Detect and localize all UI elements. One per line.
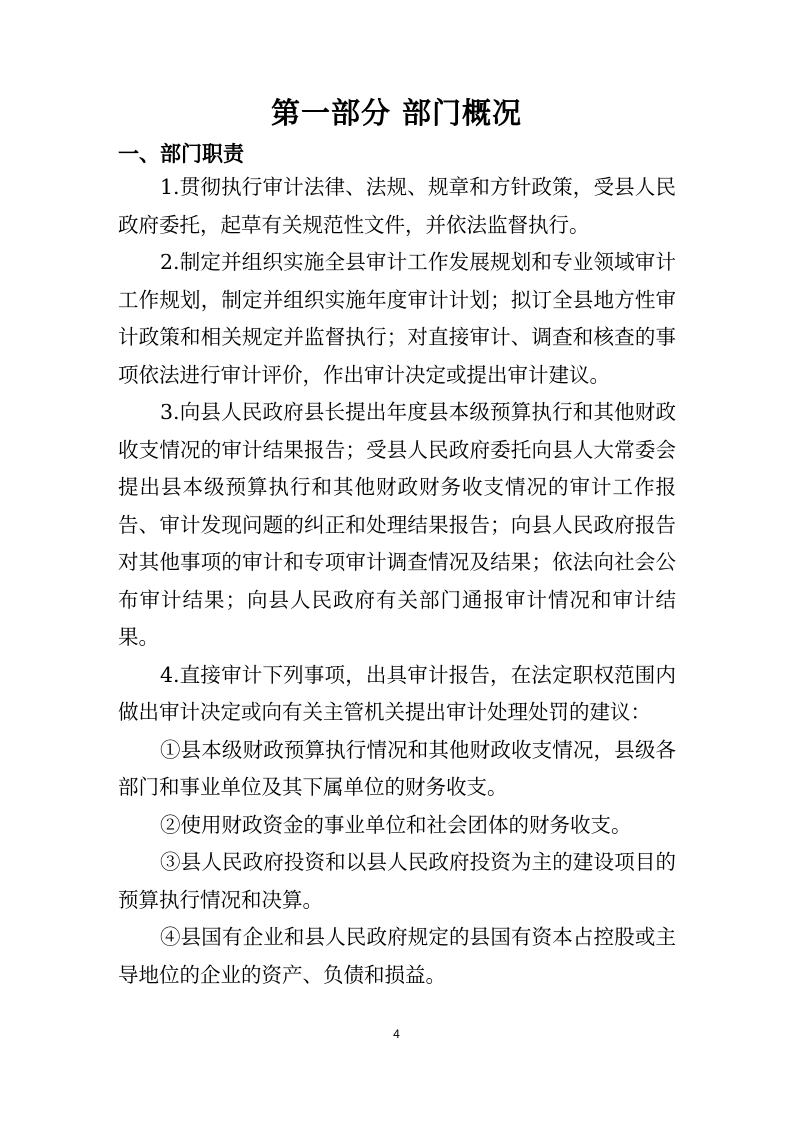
- paragraph-4-item-1: ①县本级财政预算执行情况和其他财政收支情况，县级各部门和事业单位及其下属单位的财务收支。: [118, 737, 676, 799]
- paragraph-4-item-4: ④县国有企业和县人民政府规定的县国有资本占控股或主导地位的企业的资产、负债和损益。: [118, 925, 676, 987]
- paragraph-1: 1.贯彻执行审计法律、法规、规章和方针政策，受县人民政府委托，起草有关规范性文件，并依法监督执行。: [118, 175, 676, 237]
- paragraph-4-item-2: ②使用财政资金的事业单位和社会团体的财务收支。: [160, 812, 632, 837]
- paragraph-3: 3.向县人民政府县长提出年度县本级预算执行和其他财政收支情况的审计结果报告；受县人民政府委托向县人大常委会提出县本级预算执行和其他财政财务收支情况的审计工作报告、审计发现问题的纠正和处理结果报告；向县人民政府报告对其他事项的审计和专项审计调查情况及结果；依法向社会公布审计结果；向县人民政府有关部门通报审计情况和审计结果。: [118, 400, 676, 649]
- paragraph-4: 4.直接审计下列事项，出具审计报告，在法定职权范围内做出审计决定或向有关主管机关提出审计处理处罚的建议：: [118, 662, 676, 724]
- section-heading: 一、部门职责: [118, 142, 244, 166]
- page-number: 4: [393, 1027, 400, 1041]
- paragraph-2: 2.制定并组织实施全县审计工作发展规划和专业领域审计工作规划，制定并组织实施年度审计计划；拟订全县地方性审计政策和相关规定并监督执行；对直接审计、调查和核查的事项依法进行审计评价，作出审计决定或提出审计建议。: [118, 250, 676, 387]
- body-text: [118, 169, 676, 994]
- paragraph-4-item-3: ③县人民政府投资和以县人民政府投资为主的建设项目的预算执行情况和决算。: [118, 850, 676, 912]
- page-title: 第一部分 部门概况: [270, 96, 523, 130]
